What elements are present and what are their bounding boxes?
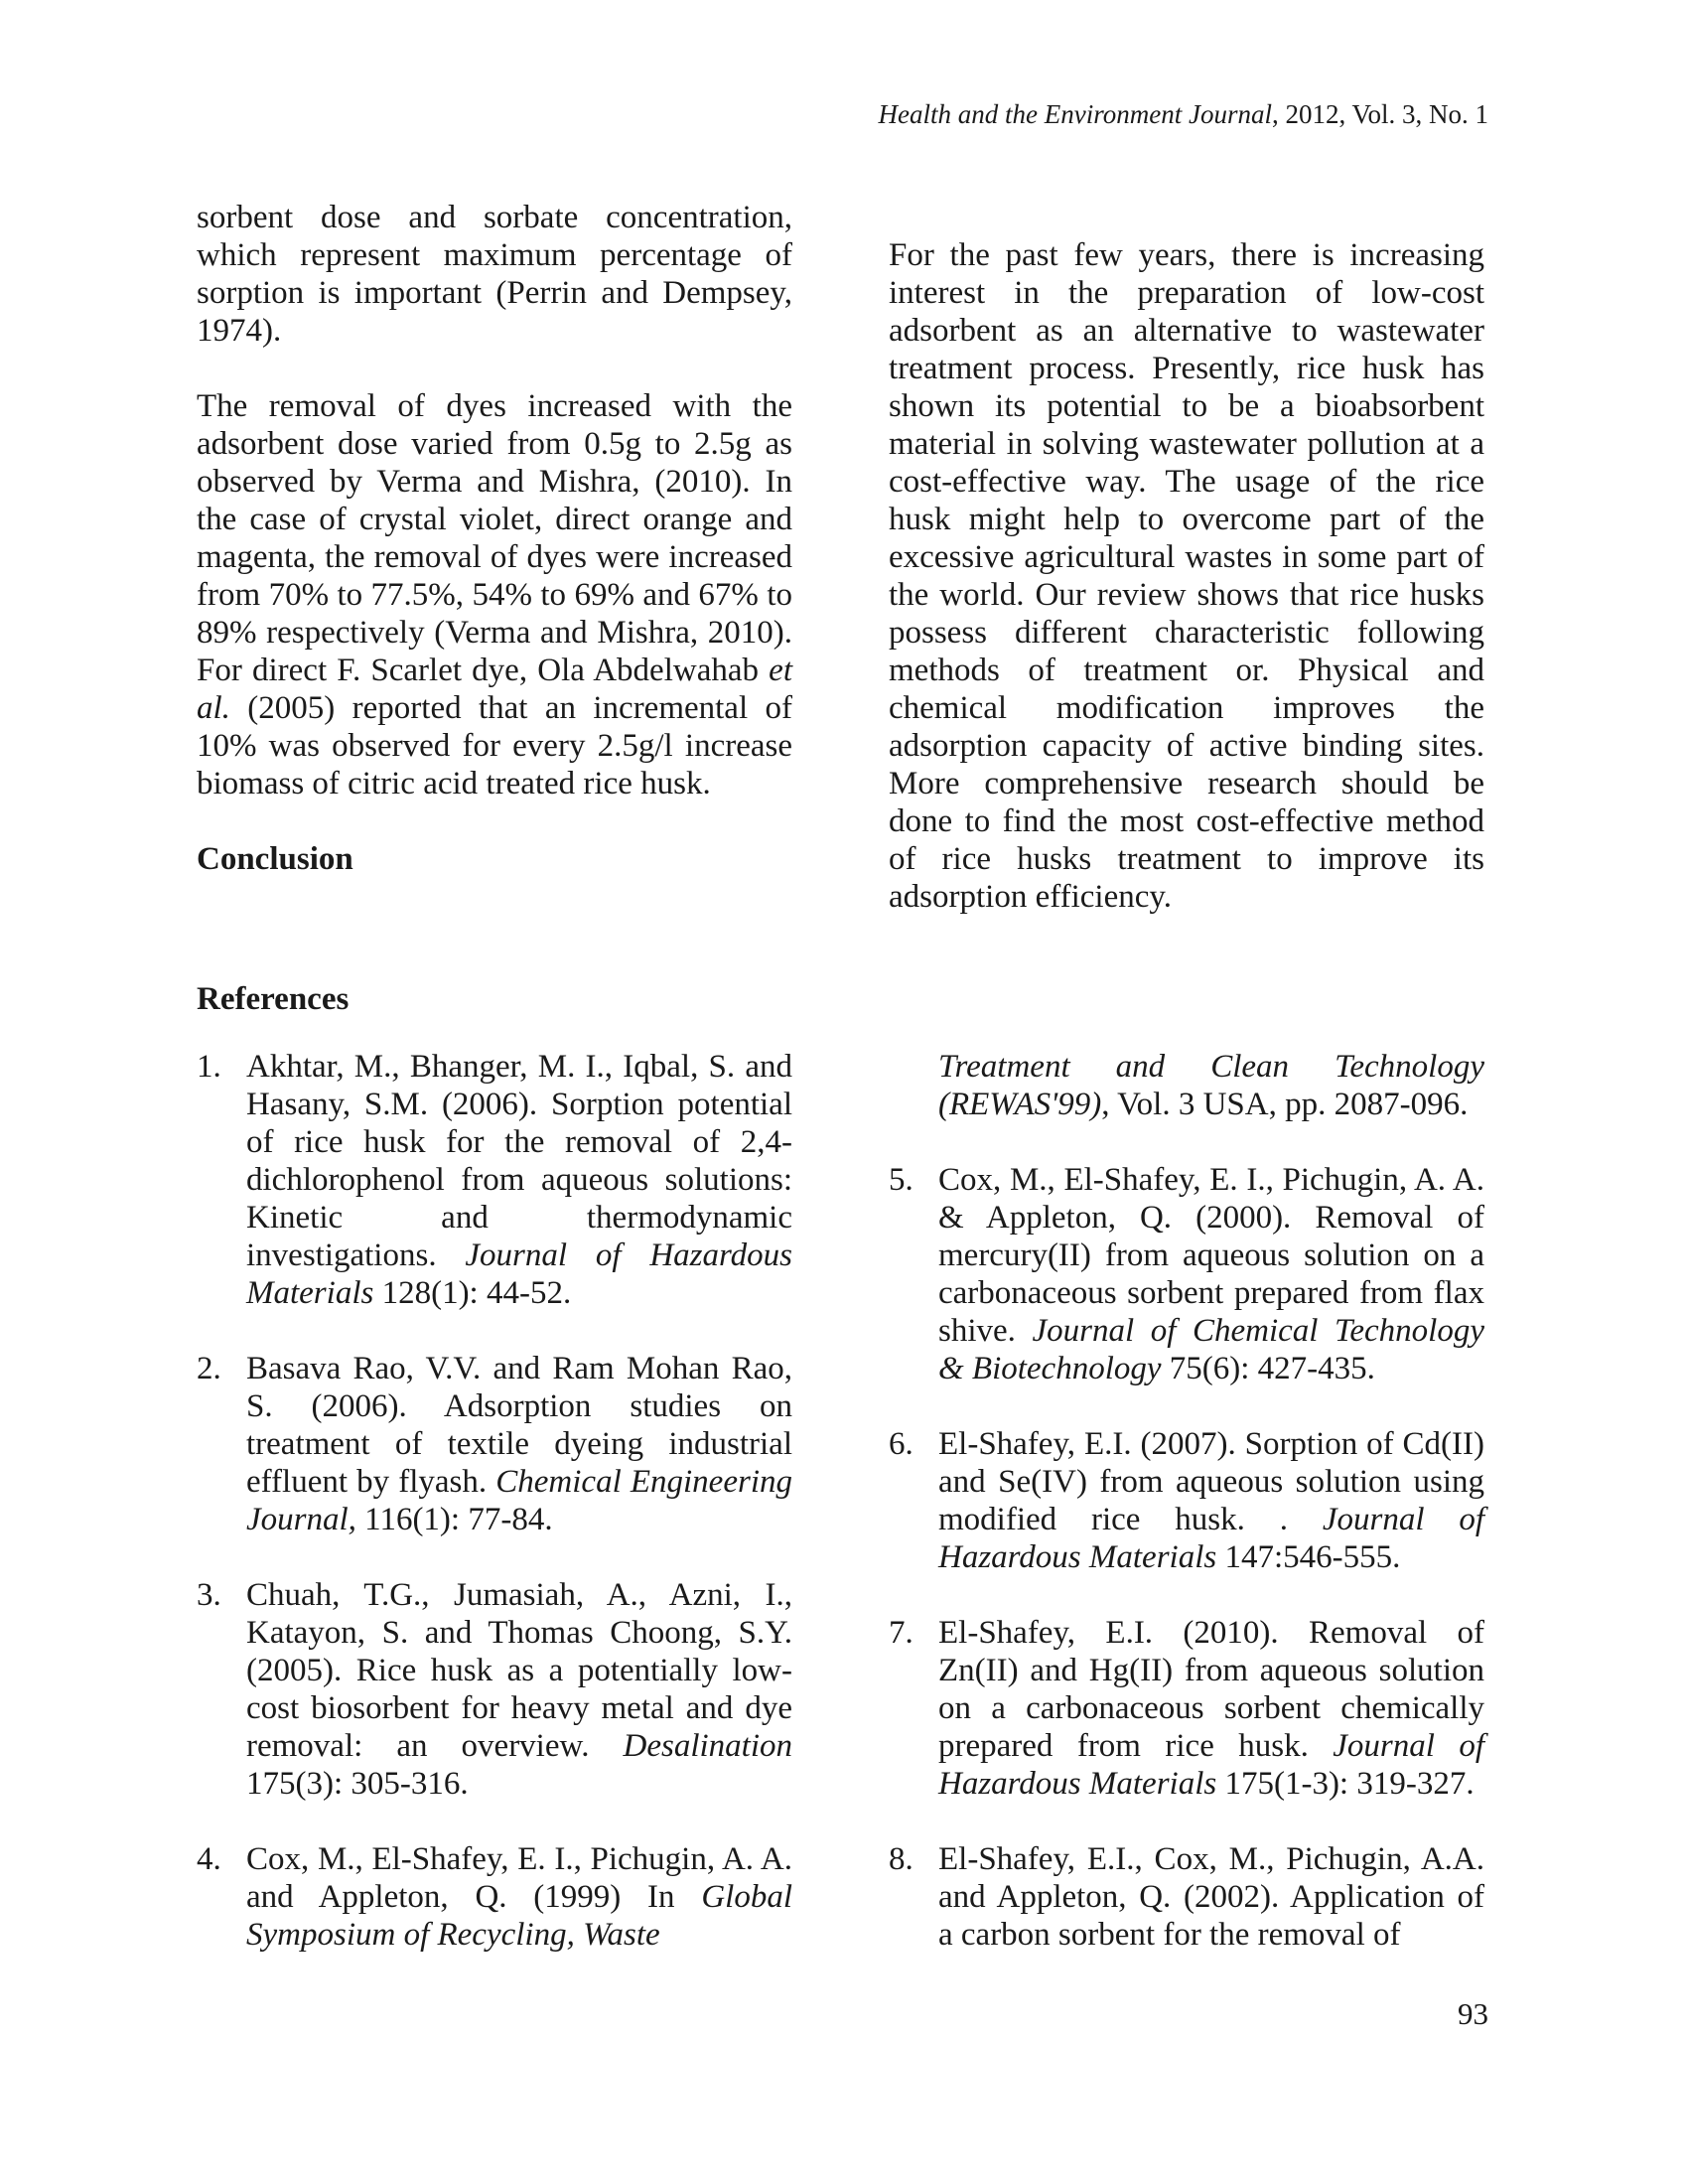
reference-item: 1. Akhtar, M., Bhanger, M. I., Iqbal, S. and Hasany, S.M. (2006). Sorption potential of rice husk for the removal of 2,4-dichlorophenol from aqueous solutions: Kinetic and thermodynamic investigations. Journal of Hazardous Materials 128(1): 44-52.	[197, 1049, 792, 1311]
references-right-column	[889, 1048, 1484, 1991]
running-header	[879, 99, 1488, 130]
reference-item: 8. El-Shafey, E.I., Cox, M., Pichugin, A.A. and Appleton, Q. (2002). Application of a carbon sorbent for the removal of	[889, 1841, 1484, 1953]
left-column	[197, 199, 792, 878]
reference-item: 2. Basava Rao, V.V. and Ram Mohan Rao, S. (2006). Adsorption studies on treatment of textile dyeing industrial effluent by flyash. Chemical Engineering Journal, 116(1): 77-84.	[197, 1351, 792, 1537]
page-number: 93	[1458, 1996, 1488, 2031]
section-heading-references: References	[197, 981, 350, 1017]
journal-name: Health and the Environment Journal	[878, 99, 1272, 129]
body-paragraph: The removal of dyes increased with the adsorbent dose varied from 0.5g to 2.5g as observed by Verma and Mishra, (2010). In the case of crystal violet, direct orange and magenta, the removal of dyes were increased from 70% to 77.5%, 54% to 69% and 67% to 89% respectively (Verma and Mishra, 2010). For direct F. Scarlet dye, Ola Abdelwahab et al. (2005) reported that an incremental of 10% was observed for every 2.5g/l increase biomass of citric acid treated rice husk.	[197, 388, 792, 801]
references-left-column	[197, 1048, 792, 1991]
reference-continuation: Treatment and Clean Technology (REWAS'99), Vol. 3 USA, pp. 2087-096.	[938, 1049, 1484, 1122]
reference-item: 6. El-Shafey, E.I. (2007). Sorption of Cd(II) and Se(IV) from aqueous solution using modified rice husk. . Journal of Hazardous Materials 147:546-555.	[889, 1426, 1485, 1575]
reference-item: 4. Cox, M., El-Shafey, E. I., Pichugin, A. A. and Appleton, Q. (1999) In Global Symposium of Recycling, Waste	[197, 1841, 792, 1953]
journal-details: , 2012, Vol. 3, No. 1	[1271, 99, 1488, 129]
reference-item: 5. Cox, M., El-Shafey, E. I., Pichugin, A. A. & Appleton, Q. (2000). Removal of mercury(II) from aqueous solution on a carbonaceous sorbent prepared from flax shive. Journal of Chemical Technology & Biotechnology 75(6): 427-435.	[889, 1162, 1484, 1386]
reference-item: 3. Chuah, T.G., Jumasiah, A., Azni, I., Katayon, S. and Thomas Choong, S.Y. (2005). Rice husk as a potentially low-cost biosorbent for heavy metal and dye removal: an overview. Desalination 175(3): 305-316.	[197, 1577, 792, 1802]
section-heading-conclusion: Conclusion	[197, 841, 353, 877]
right-column	[889, 236, 1484, 916]
reference-item: 7. El-Shafey, E.I. (2010). Removal of Zn(II) and Hg(II) from aqueous solution on a carbonaceous sorbent chemically prepared from rice husk. Journal of Hazardous Materials 175(1-3): 319-327.	[889, 1615, 1484, 1802]
body-paragraph: For the past few years, there is increasing interest in the preparation of low-cost adsorbent as an alternative to wastewater treatment process. Presently, rice husk has shown its potential to be a bioabsorbent material in solving wastewater pollution at a cost-effective way. The usage of the rice husk might help to overcome part of the excessive agricultural wastes in some part of the world. Our review shows that rice husks possess different characteristic following methods of treatment or. Physical and chemical modification improves the adsorption capacity of active binding sites. More comprehensive research should be done to find the most cost-effective method of rice husks treatment to improve its adsorption efficiency.	[889, 237, 1484, 915]
body-paragraph: sorbent dose and sorbate concentration, which represent maximum percentage of sorption is important (Perrin and Dempsey, 1974).	[197, 200, 792, 349]
